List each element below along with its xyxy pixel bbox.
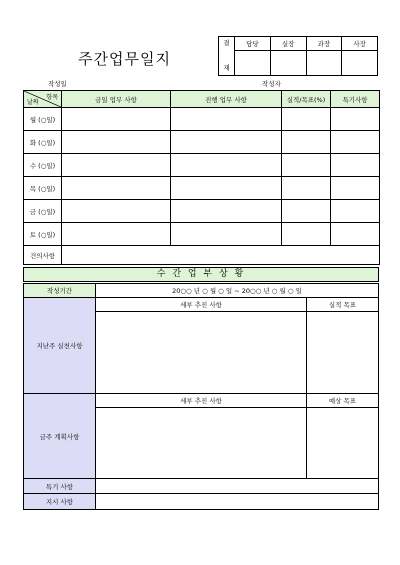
last-week-detail-cell[interactable] — [96, 312, 307, 394]
approval-role-manager: 실장 — [270, 37, 306, 51]
special-notes-cell[interactable] — [96, 479, 379, 494]
day-label-fri: 금 (○일) — [24, 200, 62, 223]
fri-remarks-cell[interactable] — [331, 200, 380, 223]
mon-remarks-cell[interactable] — [331, 108, 380, 131]
date-label: 작성일 — [48, 80, 67, 88]
wed-remarks-cell[interactable] — [331, 154, 380, 177]
approval-role-staff: 담당 — [235, 37, 271, 51]
thu-performance-cell[interactable] — [282, 177, 331, 200]
sat-remarks-cell[interactable] — [331, 223, 380, 246]
weekly-table — [23, 283, 379, 510]
weekly-banner-text: 수 간 업 부 상 황 — [156, 269, 246, 279]
tue-remarks-cell[interactable] — [331, 131, 380, 154]
thu-remarks-cell[interactable] — [331, 177, 380, 200]
approval-side-char-2: 재 — [223, 64, 230, 73]
weekly-banner — [23, 267, 379, 282]
suggestion-cell[interactable] — [62, 246, 380, 265]
day-label-mon: 월 (○일) — [24, 108, 62, 131]
day-label-wed: 수 (○일) — [24, 154, 62, 177]
wed-ongoing-cell[interactable] — [171, 154, 282, 177]
approval-side-char-1: 결 — [223, 39, 230, 48]
last-week-label: 지난주 실천사항 — [24, 298, 96, 394]
approval-sign-staff[interactable] — [235, 51, 271, 76]
corner-date-label: 날짜 — [27, 99, 39, 106]
suggestion-label: 건의사항 — [24, 246, 62, 265]
this-week-detail-header: 세부 추진 사항 — [96, 394, 307, 408]
period-label: 작성기간 — [24, 284, 96, 298]
col-today-work: 금일 업무 사항 — [62, 91, 171, 108]
special-notes-label: 특기 사항 — [24, 479, 96, 494]
approval-side-label — [219, 37, 235, 76]
instruction-cell[interactable] — [96, 494, 379, 510]
col-remarks: 특기사항 — [331, 91, 380, 108]
period-value[interactable]: 20○○ 년 ○ 월 ○ 일 ~ 20○○ 년 ○ 월 ○ 일 — [96, 284, 379, 298]
approval-sign-manager[interactable] — [270, 51, 306, 76]
corner-item-label: 항목 — [46, 94, 58, 101]
tue-ongoing-cell[interactable] — [171, 131, 282, 154]
last-week-detail-header: 세부 추진 사항 — [96, 298, 307, 312]
tue-today-cell[interactable] — [62, 131, 171, 154]
day-label-sat: 토 (○일) — [24, 223, 62, 246]
col-ongoing-work: 진행 업무 사항 — [171, 91, 282, 108]
col-performance: 실적/목표(%) — [282, 91, 331, 108]
approval-sign-president[interactable] — [342, 51, 378, 76]
fri-ongoing-cell[interactable] — [171, 200, 282, 223]
sat-today-cell[interactable] — [62, 223, 171, 246]
thu-ongoing-cell[interactable] — [171, 177, 282, 200]
day-label-thu: 목 (○일) — [24, 177, 62, 200]
mon-performance-cell[interactable] — [282, 108, 331, 131]
wed-performance-cell[interactable] — [282, 154, 331, 177]
approval-table — [218, 36, 378, 76]
this-week-detail-cell[interactable] — [96, 408, 307, 479]
daily-table — [23, 90, 380, 265]
thu-today-cell[interactable] — [62, 177, 171, 200]
approval-sign-section-chief[interactable] — [306, 51, 342, 76]
this-week-target-cell[interactable] — [307, 408, 379, 479]
day-label-tue: 화 (○일) — [24, 131, 62, 154]
instruction-label: 지시 사항 — [24, 494, 96, 510]
fri-performance-cell[interactable] — [282, 200, 331, 223]
tue-performance-cell[interactable] — [282, 131, 331, 154]
last-week-target-cell[interactable] — [307, 312, 379, 394]
daily-corner-header — [24, 91, 62, 108]
approval-role-section-chief: 과장 — [306, 37, 342, 51]
this-week-target-header: 예상 목표 — [307, 394, 379, 408]
fri-today-cell[interactable] — [62, 200, 171, 223]
last-week-target-header: 실적 목표 — [307, 298, 379, 312]
sat-ongoing-cell[interactable] — [171, 223, 282, 246]
mon-today-cell[interactable] — [62, 108, 171, 131]
sat-performance-cell[interactable] — [282, 223, 331, 246]
author-label: 작성자 — [262, 80, 281, 88]
page-title: 주간업무일지 — [78, 50, 171, 68]
this-week-label: 금주 계획사항 — [24, 394, 96, 479]
mon-ongoing-cell[interactable] — [171, 108, 282, 131]
wed-today-cell[interactable] — [62, 154, 171, 177]
approval-role-president: 사장 — [342, 37, 378, 51]
